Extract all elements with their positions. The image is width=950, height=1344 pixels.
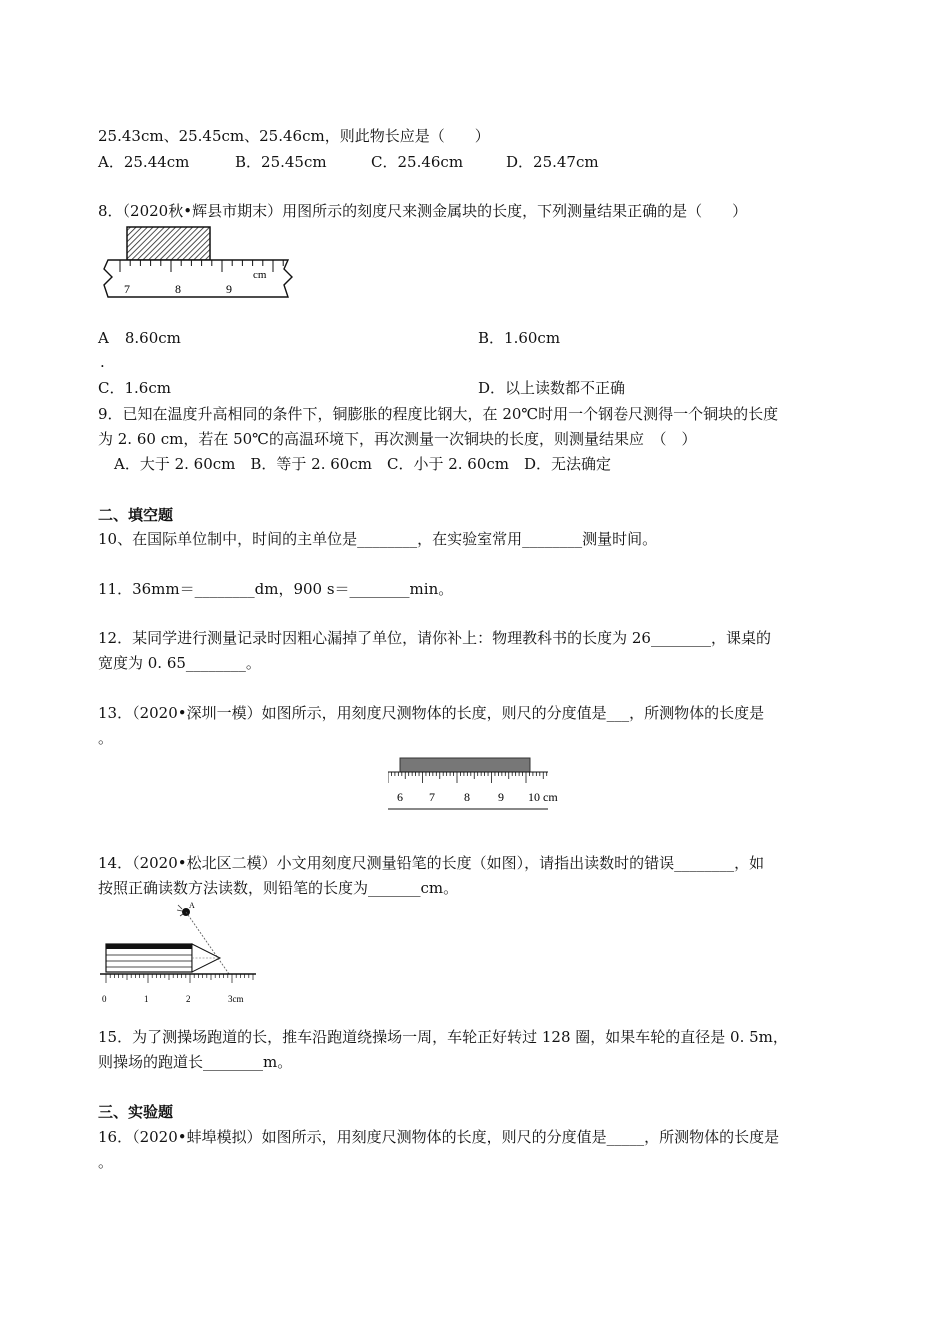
q8-option-c[interactable]: C．1.6cm [98, 379, 171, 397]
ruler-label-10: 10 cm [528, 790, 558, 804]
section-experiment-heading: 三、实验题 [98, 1103, 174, 1121]
q13-stem-line2: 。 [98, 729, 114, 747]
section-fill-blank-heading: 二、填空题 [98, 506, 174, 524]
q8-option-b[interactable]: B．1.60cm [478, 329, 561, 347]
ruler-unit: cm [253, 269, 267, 281]
q8-option-a-dot: . [100, 353, 105, 371]
q8-option-a-letter: A [98, 329, 109, 347]
q15-stem-line2: 则操场的跑道长________m。 [98, 1053, 293, 1071]
q8-option-a-text: 8.60cm [124, 329, 181, 347]
ruler-label-8: 8 [464, 790, 470, 804]
q7-option-b[interactable]: B．25.45cm [235, 153, 327, 171]
q8-ruler-figure [98, 225, 298, 307]
measured-object [400, 758, 530, 772]
q10-stem: 10、在国际单位制中，时间的主单位是________，在实验室常用________测量时间。 [98, 530, 658, 548]
q9-options[interactable]: A．大于 2. 60cm B．等于 2. 60cm C．小于 2. 60cm D．无法确定 [114, 455, 612, 473]
q7-option-d[interactable]: D．25.47cm [506, 153, 599, 171]
q16-stem-line2: 。 [98, 1153, 114, 1171]
ruler-label-1: 1 [144, 994, 149, 1004]
metal-block [127, 227, 210, 260]
q8-option-a[interactable] [98, 328, 181, 348]
q7-option-a[interactable]: A．25.44cm [98, 153, 190, 171]
q12-stem-line1: 12．某同学进行测量记录时因粗心漏掉了单位，请你补上：物理教科书的长度为 26________，课桌的 [98, 629, 771, 647]
eye-label: A [189, 901, 195, 910]
ruler-label-2: 2 [186, 994, 191, 1004]
q9-stem-line2: 为 2. 60 cm，若在 50℃的高温环境下，再次测量一次铜块的长度，则测量结果应 （ ） [98, 430, 697, 448]
q7-stem: 25.43cm、25.45cm、25.46cm，则此物长应是（ ） [98, 127, 490, 145]
ruler-label-7: 7 [124, 282, 130, 296]
ruler-label-8: 8 [175, 282, 181, 296]
q14-pencil-ruler-figure [98, 896, 260, 1008]
q11-stem: 11．36mm＝________dm，900 s＝________min。 [98, 580, 454, 598]
pencil-top-band [106, 944, 192, 949]
q12-stem-line2: 宽度为 0. 65________。 [98, 654, 261, 672]
q7-option-c[interactable]: C．25.46cm [371, 153, 464, 171]
ruler-label-7: 7 [429, 790, 435, 804]
q13-ruler-figure [388, 754, 570, 812]
q14-stem-line1: 14．（2020•松北区二模）小文用刻度尺测量铅笔的长度（如图），请指出读数时的错误________，如 [98, 854, 765, 872]
ruler-label-3: 3cm [228, 994, 244, 1004]
ruler-label-9: 9 [498, 790, 504, 804]
ruler-label-6: 6 [397, 790, 403, 804]
q14-stem-line2: 按照正确读数方法读数，则铅笔的长度为_______cm。 [98, 879, 459, 897]
ruler-label-0: 0 [102, 994, 107, 1004]
ruler-label-9: 9 [226, 282, 232, 296]
q9-stem-line1: 9．已知在温度升高相同的条件下，铜膨胀的程度比钢大，在 20℃时用一个钢卷尺测得一个铜块的长度 [98, 405, 779, 423]
q15-stem-line1: 15．为了测操场跑道的长，推车沿跑道绕操场一周，车轮正好转过 128 圈，如果车轮的直径是 0. 5m， [98, 1028, 788, 1046]
ruler-ticks [106, 974, 253, 983]
q13-stem-line1: 13．（2020•深圳一模）如图所示，用刻度尺测物体的长度，则尺的分度值是___，所测物体的长度是 [98, 704, 765, 722]
q16-stem-line1: 16．（2020•蚌埠模拟）如图所示，用刻度尺测物体的长度，则尺的分度值是_____，所测物体的长度是 [98, 1128, 780, 1146]
ruler-ticks [388, 772, 547, 783]
q8-option-d[interactable]: D．以上读数都不正确 [478, 379, 626, 397]
q8-stem: 8．（2020秋•辉县市期末）用图所示的刻度尺来测金属块的长度，下列测量结果正确的是（ ） [98, 202, 748, 220]
